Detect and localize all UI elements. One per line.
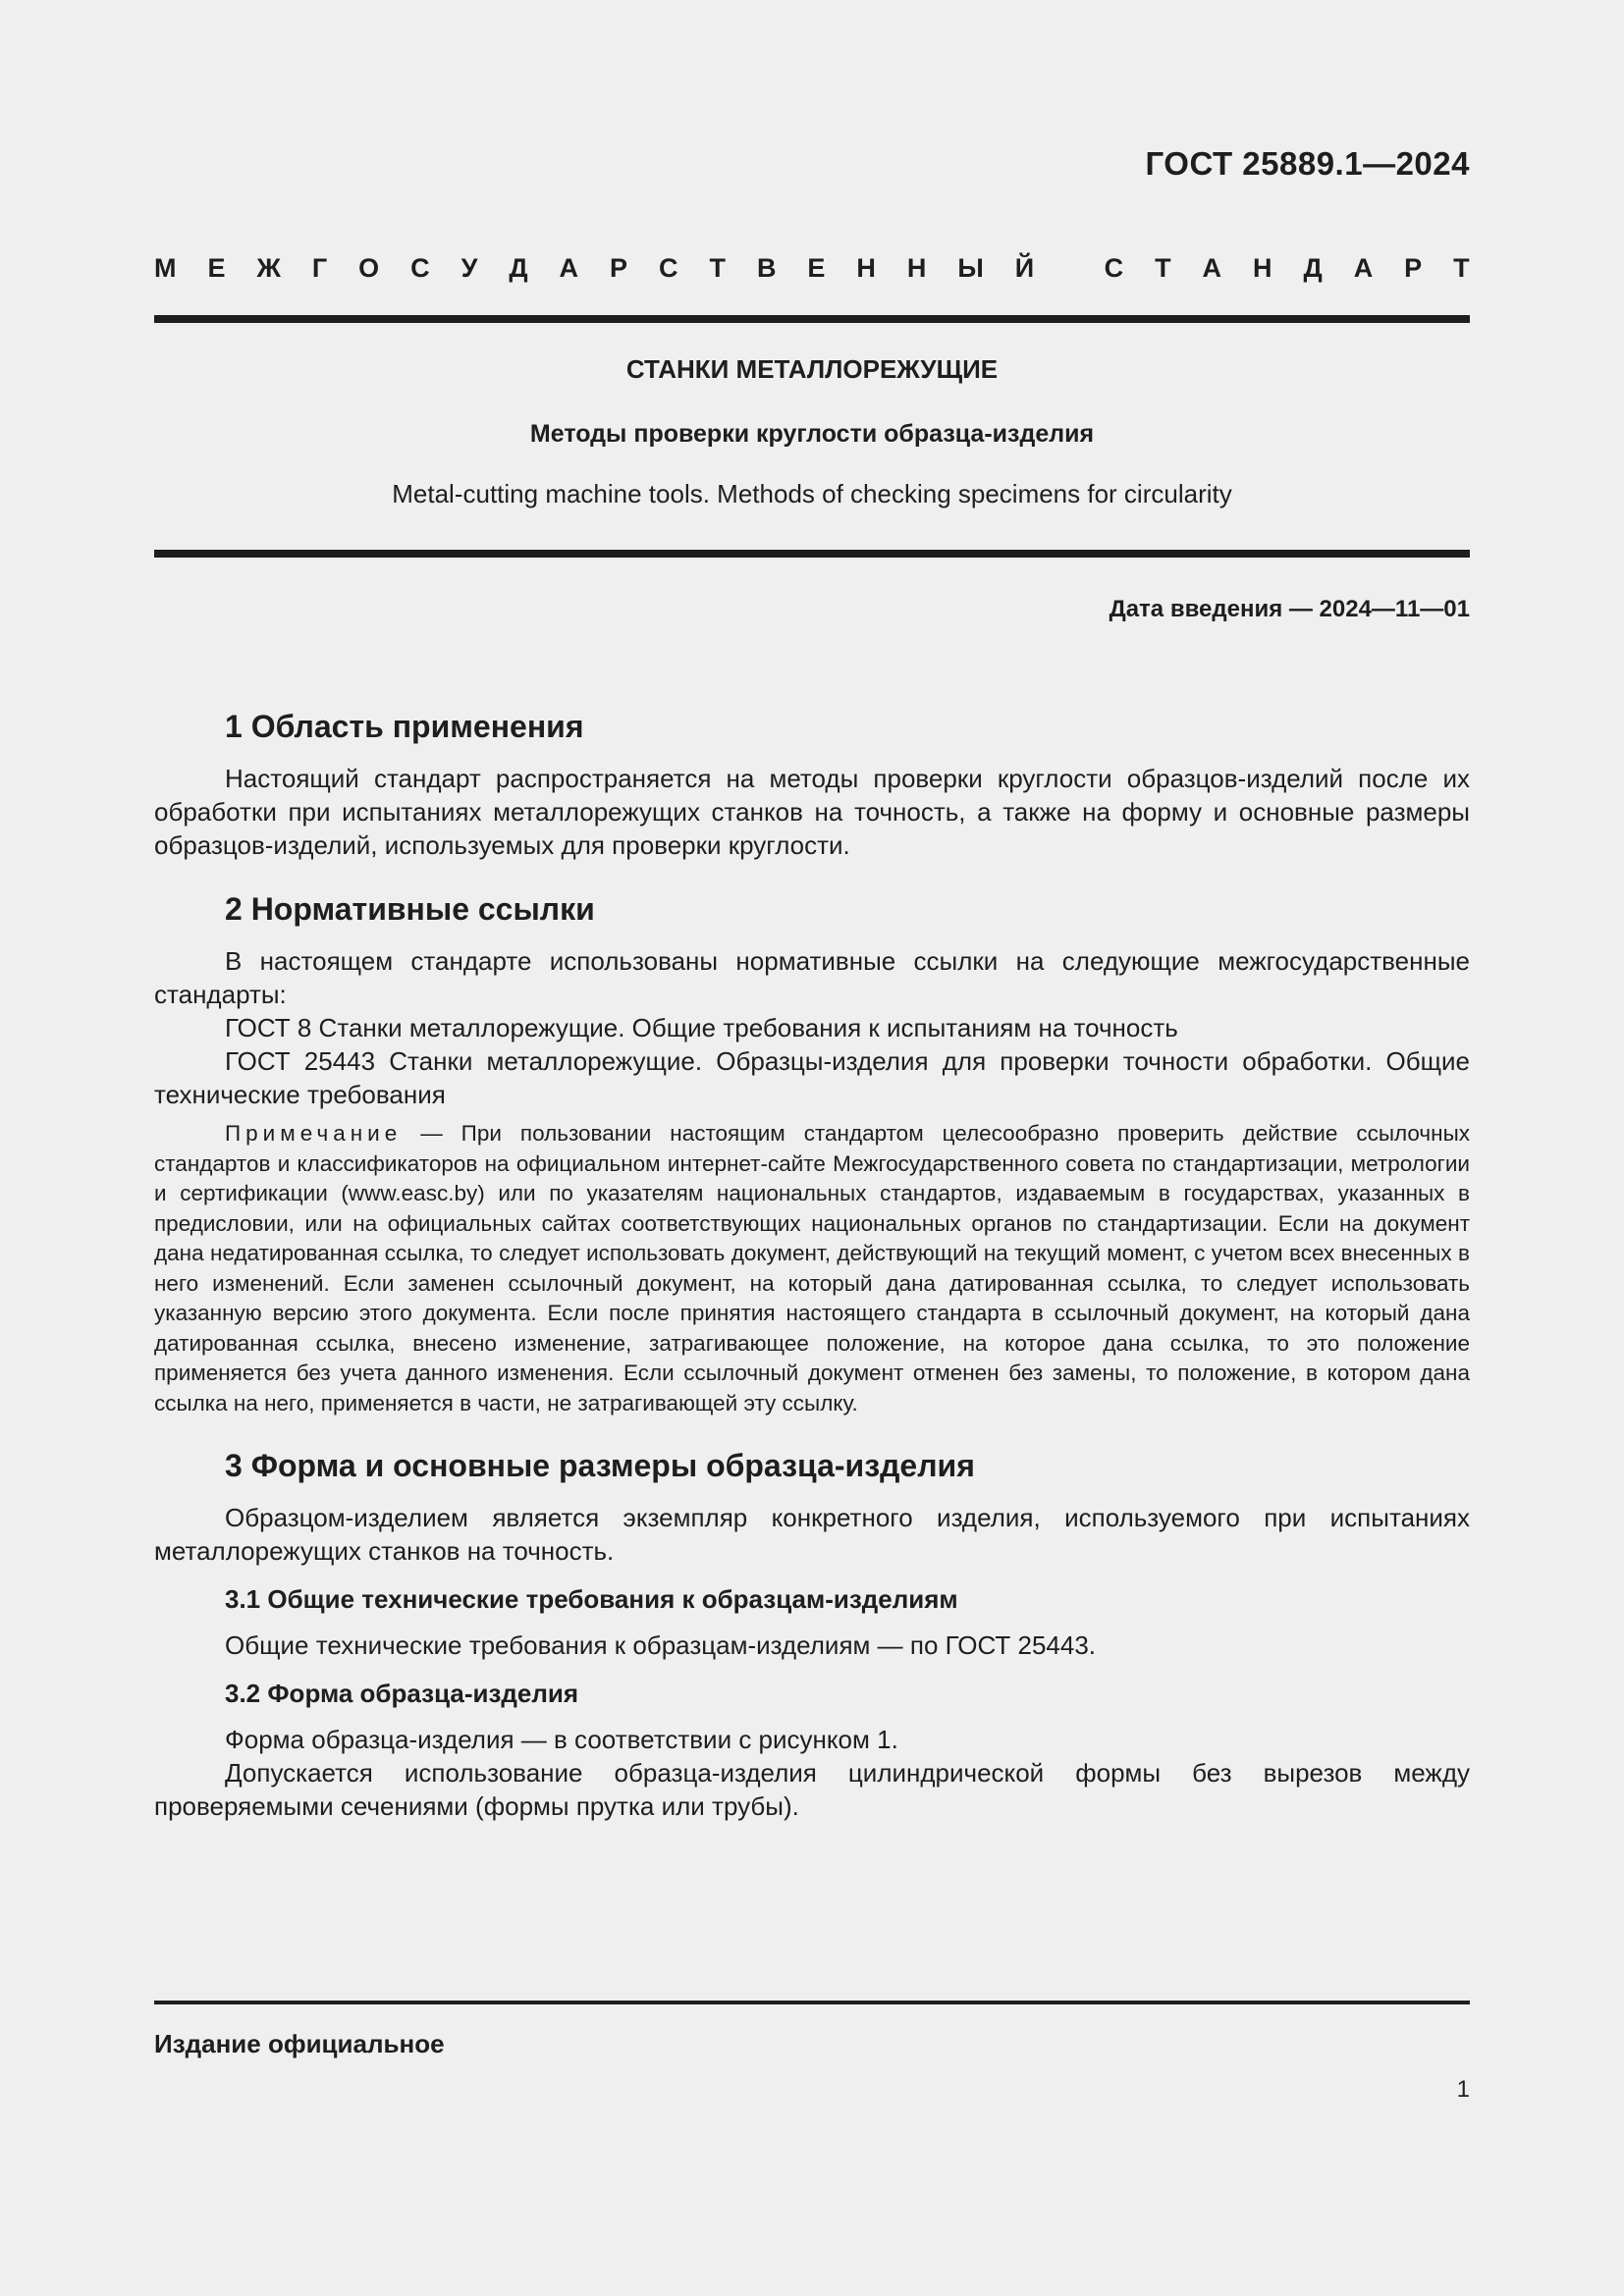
section-1-text: Настоящий стандарт распространяется на методы проверки круглости образцов-изделий после их обработки при испытаниях металлорежущих станков на точность, а также на форму и основные размеры образцов-изделий, используемых для проверки круглости. [154, 764, 1470, 860]
standard-type-letter: Д [509, 253, 528, 283]
section-3-heading: 3 Форма и основные размеры образца-изделия [225, 1448, 975, 1483]
footer-rule [154, 2001, 1470, 2004]
standard-type-letter: В [756, 253, 777, 283]
standard-type-letter: Е [207, 253, 226, 283]
header-rule-top [154, 315, 1470, 323]
standard-type-letter: Е [807, 253, 826, 283]
document-number: ГОСТ 25889.1—2024 [1145, 145, 1470, 182]
standard-type-letter: А [559, 253, 579, 283]
standard-type-letter: А [1353, 253, 1374, 283]
standard-type-label [154, 253, 1470, 284]
standard-type-letter: Ж [256, 253, 281, 283]
standard-type-letter: Р [1404, 253, 1423, 283]
document-subtitle: Методы проверки круглости образца-изделия [529, 420, 1095, 448]
note-paragraph [154, 1119, 1470, 1418]
standard-type-letter: Н [1253, 253, 1272, 283]
section-1-heading: 1 Область применения [225, 709, 584, 744]
standard-type-letter: А [1202, 253, 1222, 283]
standard-type-letter: М [154, 253, 177, 283]
section-3-2-heading: 3.2 Форма образца-изделия [225, 1679, 579, 1708]
standard-type-letter: Т [1453, 253, 1470, 283]
standard-type-letter: С [1104, 253, 1124, 283]
note-label: Примечание [225, 1121, 403, 1146]
header-rule-bottom [154, 550, 1470, 558]
standard-type-letter: Ы [957, 253, 984, 283]
official-edition-label: Издание официальное [154, 2029, 445, 2058]
section-3-text: Образцом-изделием является экземпляр конкретного изделия, используемого при испытаниях металлорежущих станков на точность. [154, 1503, 1470, 1566]
section-3-2-text-1: Форма образца-изделия — в соответствии с рисунком 1. [225, 1725, 898, 1754]
section-3-2-text-2: Допускается использование образца-изделия цилиндрической формы без вырезов между проверяемыми сечениями (формы прутка или трубы). [154, 1758, 1470, 1821]
standard-type-letter: С [659, 253, 678, 283]
standard-type-letter: Р [610, 253, 628, 283]
standard-type-letter: Н [856, 253, 876, 283]
note-text: — При пользовании настоящим стандартом целесообразно проверить действие ссылочных стандартов и классификаторов на официальном интернет-сайте Межгосударственного совета по стандартизации, метрологии и сертификации (www.easc.by) или по указателям национальных стандартов, издаваемым в государствах, указанных в предисловии, или на официальных сайтах соответствующих национальных органов по стандартизации. Если на документ дана недатированная ссылка, то следует использовать документ, действующий на текущий момент, с учетом всех внесенных в него изменений. Если заменен ссылочный документ, на который дана датированная ссылка, то следует использовать указанную версию этого документа. Если после принятия настоящего стандарта в ссылочный документ, на который дана датированная ссылка, внесено изменение, затрагивающее положение, на которое дана ссылка, то это положение применяется без учета данного изменения. Если ссылочный документ отменен без замены, то положение, в котором дана ссылка на него, применяется в части, не затрагивающей эту ссылку. [154, 1121, 1470, 1415]
page-number: 1 [1456, 2076, 1470, 2103]
standard-type-letter: О [358, 253, 380, 283]
document-body [154, 705, 1470, 1823]
reference-gost-25443: ГОСТ 25443 Станки металлорежущие. Образцы-изделия для проверки точности обработки. Общие технические требования [154, 1046, 1470, 1109]
standard-type-letter: У [460, 253, 478, 283]
section-2-text: В настоящем стандарте использованы нормативные ссылки на следующие межгосударственные стандарты: [154, 946, 1470, 1009]
standard-type-letter: Г [311, 253, 328, 283]
section-3-1-text: Общие технические требования к образцам-изделиям — по ГОСТ 25443. [225, 1630, 1097, 1660]
section-2-heading: 2 Нормативные ссылки [225, 891, 595, 927]
standard-type-letter: Т [1155, 253, 1171, 283]
standard-type-letter: Й [1014, 253, 1035, 283]
document-title-english: Metal-cutting machine tools. Methods of checking specimens for circularity [392, 479, 1232, 508]
standard-type-letter: Т [709, 253, 726, 283]
standard-type-letter [1065, 253, 1073, 284]
section-3-1-heading: 3.1 Общие технические требования к образцам-изделиям [225, 1584, 958, 1614]
reference-gost-8: ГОСТ 8 Станки металлорежущие. Общие требования к испытаниям на точность [225, 1013, 1178, 1042]
introduction-date: Дата введения — 2024—11—01 [1109, 596, 1470, 622]
standard-type-letter: С [410, 253, 430, 283]
document-title: СТАНКИ МЕТАЛЛОРЕЖУЩИЕ [625, 354, 999, 384]
standard-type-letter: Д [1303, 253, 1323, 283]
standard-type-letter: Н [906, 253, 927, 283]
document-page [154, 0, 1470, 2296]
